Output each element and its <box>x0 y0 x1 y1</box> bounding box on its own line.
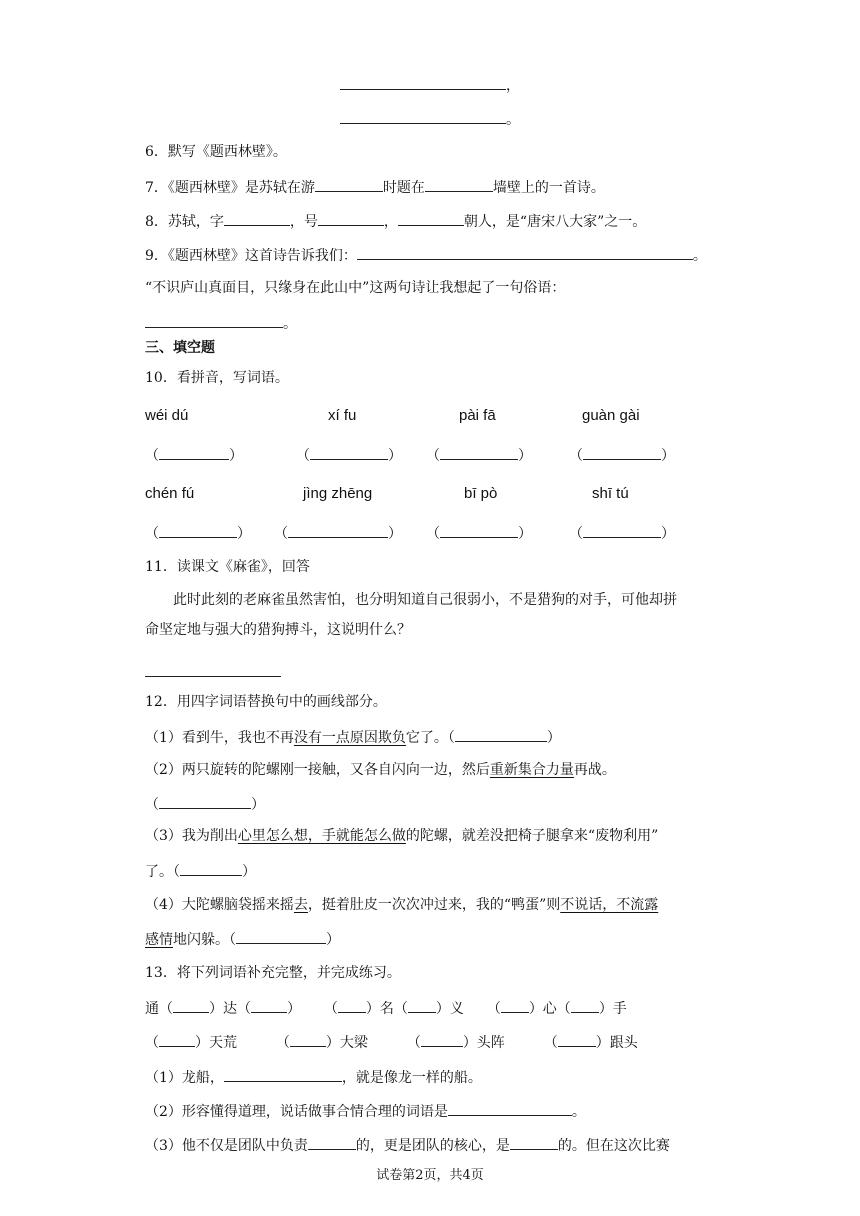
blank[interactable] <box>340 108 506 124</box>
answer-box[interactable]: （ ） <box>569 522 675 544</box>
question-9-line3: 。 <box>145 312 297 334</box>
answer-line-2[interactable] <box>340 108 520 130</box>
blank[interactable] <box>425 176 493 192</box>
question-11-passage-1: 此时此刻的老麻雀虽然害怕，也分明知道自己很弱小，不是猎狗的对手，可他却拼 <box>173 592 677 608</box>
question-13-row1: 通（ ）达（ ） （ ）名（ ）义 （ ）心（ ）手 <box>145 997 627 1019</box>
punct: 。 <box>506 112 520 128</box>
answer-box[interactable]: （ ） <box>426 444 532 466</box>
blank[interactable] <box>455 726 547 742</box>
question-12-2-answer: （ ） <box>145 793 265 815</box>
blank[interactable] <box>340 74 506 90</box>
answer-box[interactable]: （ ） <box>296 444 402 466</box>
question-6: 6．默写《题西林壁》。 <box>145 144 287 160</box>
punct: ， <box>506 78 520 94</box>
question-12-4: （4）大陀螺脑袋摇来摇去，挺着肚皮一次次冲过来，我的“鸭蛋”则不说话，不流露 <box>145 897 659 913</box>
blank[interactable] <box>510 1134 558 1150</box>
answer-box[interactable]: （ ） <box>274 522 402 544</box>
blank[interactable] <box>398 210 464 226</box>
pinyin-2: xí fu <box>328 407 357 424</box>
question-11-passage-2: 命坚定地与强大的猎狗搏斗，这说明什么？ <box>145 622 411 638</box>
question-12-title: 12．用四字词语替换句中的画线部分。 <box>145 694 387 710</box>
pinyin-7: bī pò <box>464 485 498 502</box>
question-13-1: （1）龙船， ，就是像龙一样的船。 <box>145 1066 482 1088</box>
answer-box[interactable]: （ ） <box>145 444 243 466</box>
question-12-1: （1）看到牛，我也不再没有一点原因欺负它了。（ ） <box>145 726 561 748</box>
question-9-line2: “不识庐山真面目，只缘身在此山中”这两句诗让我想起了一句俗语： <box>145 280 566 296</box>
answer-box[interactable]: （ ） <box>426 522 532 544</box>
pinyin-4: guàn gài <box>582 407 640 424</box>
question-10-title: 10．看拼音，写词语。 <box>145 370 289 386</box>
pinyin-6: jìng zhēng <box>303 485 373 502</box>
blank[interactable] <box>224 210 290 226</box>
blank[interactable] <box>308 1134 356 1150</box>
question-7: 7．《题西林壁》是苏轼在游 时题在 墙壁上的一首诗。 <box>145 176 605 198</box>
question-12-2: （2）两只旋转的陀螺刚一接触，又各自闪向一边，然后重新集合力量再战。 <box>145 762 616 778</box>
page-footer: 试卷第2页，共4页 <box>376 1168 484 1183</box>
blank[interactable] <box>236 928 326 944</box>
blank[interactable] <box>318 210 384 226</box>
question-13-title: 13．将下列词语补充完整，并完成练习。 <box>145 965 401 981</box>
blank[interactable] <box>180 860 242 876</box>
blank[interactable] <box>448 1100 572 1116</box>
answer-box[interactable]: （ ） <box>145 522 251 544</box>
answer-line-1[interactable] <box>340 74 520 96</box>
blank[interactable] <box>315 176 383 192</box>
pinyin-1: wéi dú <box>145 407 189 424</box>
question-13-3: （3）他不仅是团队中负责 的，更是团队的核心，是 的。但在这次比赛 <box>145 1134 670 1156</box>
blank[interactable] <box>357 244 693 260</box>
question-13-2: （2）形容懂得道理，说话做事合情合理的词语是 。 <box>145 1100 586 1122</box>
pinyin-5: chén fú <box>145 485 195 502</box>
answer-box[interactable]: （ ） <box>569 444 675 466</box>
question-12-3-answer: 了。（ ） <box>145 860 256 882</box>
question-13-row2: （ ）天荒 （ ）大梁 （ ）头阵 （ ）跟头 <box>145 1031 638 1053</box>
blank[interactable] <box>145 312 283 328</box>
pinyin-3: pài fā <box>459 407 496 424</box>
section-title: 三、填空题 <box>145 340 215 356</box>
question-12-4-answer: 感情地闪躲。（ ） <box>145 928 340 950</box>
question-9: 9．《题西林壁》这首诗告诉我们： 。 <box>145 244 707 266</box>
question-11-title: 11．读课文《麻雀》，回答 <box>145 559 310 575</box>
question-12-3: （3）我为削出心里怎么想，手就能怎么做的陀螺，就差没把椅子腿拿来“废物利用” <box>145 828 659 844</box>
pinyin-8: shī tú <box>592 485 629 502</box>
blank[interactable] <box>159 793 251 809</box>
blank[interactable] <box>224 1066 342 1082</box>
answer-line[interactable] <box>145 676 281 677</box>
question-8: 8．苏轼，字 ，号 ， 朝人，是“唐宋八大家”之一。 <box>145 210 646 232</box>
